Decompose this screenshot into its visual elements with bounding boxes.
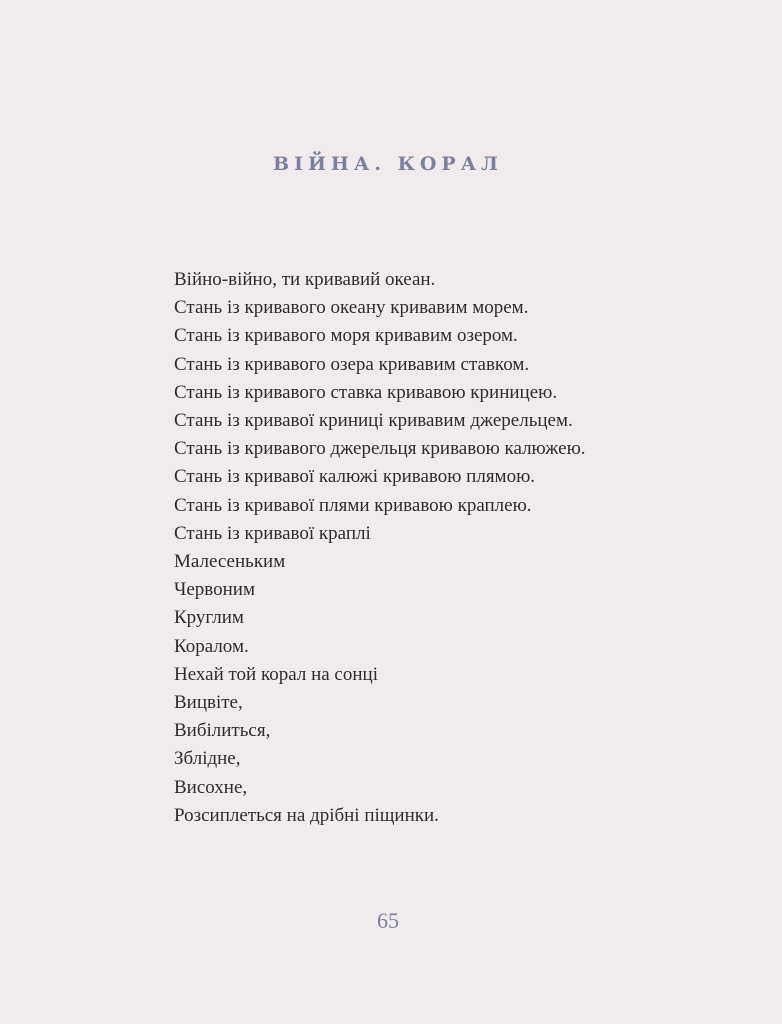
- poem-body: [174, 266, 586, 830]
- poem-title: ВІЙНА. КОРАЛ: [273, 153, 503, 175]
- poem-line: Стань із кривавого джерельця кривавою калюжею.: [174, 438, 586, 460]
- poem-line: Стань із кривавої краплі: [174, 522, 371, 544]
- poem-line: Коралом.: [174, 635, 249, 657]
- poem-line: Стань із кривавого ставка кривавою криницею.: [174, 381, 558, 403]
- poem-line: Малесеньким: [174, 551, 286, 573]
- poem-line: Стань із кривавої плями кривавою краплею.: [174, 494, 532, 516]
- poem-line: Вицвіте,: [174, 692, 243, 714]
- poem-line: Вибілиться,: [174, 720, 271, 742]
- poem-line: Зблідне,: [174, 748, 241, 770]
- poem-line: Стань із кривавого океану кривавим морем.: [174, 297, 529, 319]
- poem-line: Нехай той корал на сонці: [174, 663, 378, 685]
- poem-line: Стань із кривавого моря кривавим озером.: [174, 325, 518, 347]
- poem-line: Війно-війно, ти кривавий океан.: [174, 269, 436, 290]
- poem-line: Розсиплеться на дрібні піщинки.: [174, 804, 439, 826]
- page-number: 65: [377, 908, 399, 933]
- poem-line: Червоним: [174, 579, 255, 601]
- poem-line: Стань із кривавої криниці кривавим джерельцем.: [174, 410, 573, 432]
- poem-line: Стань із кривавого озера кривавим ставком.: [174, 353, 530, 375]
- poem-line: Круглим: [174, 607, 244, 629]
- poem-line: Висохне,: [174, 776, 248, 798]
- poem-line: Стань із кривавої калюжі кривавою плямою.: [174, 466, 536, 488]
